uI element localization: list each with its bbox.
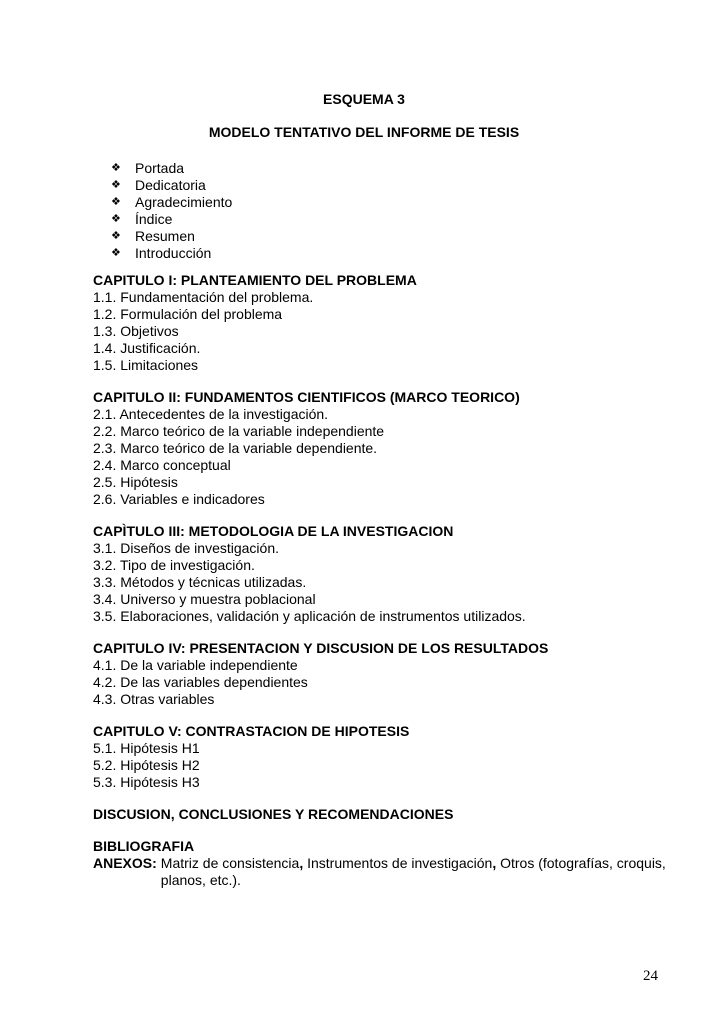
chapter-item: 3.3. Métodos y técnicas utilizadas. [93,574,307,590]
chapter-section [93,389,693,508]
chapter-section [93,640,693,708]
annexes-text [161,855,693,889]
front-matter-label: Portada [135,160,185,176]
annex-separator: , [492,855,497,871]
diamond-bullet-icon: ❖ [111,162,121,174]
chapter-item: 4.2. De las variables dependientes [93,674,308,690]
annexes-label: ANEXOS: [93,855,157,871]
chapter-item: 3.2. Tipo de investigación. [93,557,255,573]
diamond-bullet-icon: ❖ [111,247,121,259]
front-matter-item [93,228,693,245]
annex-item: Otros (fotografías, croquis, planos, etc.). [160,855,666,888]
page-number: 24 [643,968,658,984]
chapter-item: 3.1. Diseños de investigación. [93,540,279,556]
front-matter-item [93,245,693,262]
chapter-section [93,523,693,625]
front-matter-label: Dedicatoria [135,177,206,193]
front-matter-label: Introducción [135,245,212,261]
chapter-item: 2.3. Marco teórico de la variable dependiente. [93,440,378,456]
chapter-item: 5.1. Hipótesis H1 [93,740,200,756]
chapter-item: 2.1. Antecedentes de la investigación. [93,406,329,422]
document-content [93,160,693,889]
annexes [93,855,693,889]
annex-item: Matriz de consistencia [160,855,300,871]
front-matter-list [93,160,693,262]
chapter-heading: CAPITULO I: PLANTEAMIENTO DEL PROBLEMA [93,272,417,288]
chapter-heading: CAPÌTULO III: METODOLOGIA DE LA INVESTIGACION [93,523,454,539]
chapter-item: 1.3. Objetivos [93,323,179,339]
chapter-heading: CAPITULO IV: PRESENTACION Y DISCUSION DE LOS RESULTADOS [93,640,549,656]
diamond-bullet-icon: ❖ [111,213,121,225]
diamond-bullet-icon: ❖ [111,196,121,208]
chapter-heading: DISCUSION, CONCLUSIONES Y RECOMENDACIONES [93,806,454,822]
chapter-item: 2.2. Marco teórico de la variable independiente [93,423,385,439]
chapter-list [93,272,693,823]
front-matter-label: Resumen [135,228,195,244]
chapter-heading: CAPITULO V: CONTRASTACION DE HIPOTESIS [93,723,410,739]
front-matter-item [93,177,693,194]
front-matter-item [93,160,693,177]
front-matter-item [93,194,693,211]
chapter-item: 2.5. Hipótesis [93,474,178,490]
document-subtitle: MODELO TENTATIVO DEL INFORME DE TESIS [208,124,520,140]
annex-item: Instrumentos de investigación [307,855,493,871]
chapter-item: 5.2. Hipótesis H2 [93,757,200,773]
chapter-item: 4.3. Otras variables [93,691,215,707]
chapter-item: 4.1. De la variable independiente [93,657,298,673]
document-title: ESQUEMA 3 [323,91,405,107]
chapter-item: 1.1. Fundamentación del problema. [93,289,314,305]
front-matter-label: Índice [135,211,173,227]
front-matter-item [93,211,693,228]
chapter-item: 2.4. Marco conceptual [93,457,231,473]
chapter-section [93,272,693,374]
chapter-item: 3.4. Universo y muestra poblacional [93,591,316,607]
chapter-item: 3.5. Elaboraciones, validación y aplicación de instrumentos utilizados. [93,608,526,624]
chapter-item: 2.6. Variables e indicadores [93,491,265,507]
annex-separator: , [299,855,304,871]
chapter-item: 1.5. Limitaciones [93,357,199,373]
chapter-heading: CAPITULO II: FUNDAMENTOS CIENTIFICOS (MARCO TEORICO) [93,389,520,405]
chapter-section [93,806,693,823]
chapter-item: 5.3. Hipótesis H3 [93,774,200,790]
chapter-item: 1.2. Formulación del problema [93,306,283,322]
bibliography-heading: BIBLIOGRAFIA [93,838,195,854]
diamond-bullet-icon: ❖ [111,179,121,191]
chapter-section [93,723,693,791]
diamond-bullet-icon: ❖ [111,230,121,242]
chapter-item: 1.4. Justificación. [93,340,201,356]
front-matter-label: Agradecimiento [135,194,233,210]
